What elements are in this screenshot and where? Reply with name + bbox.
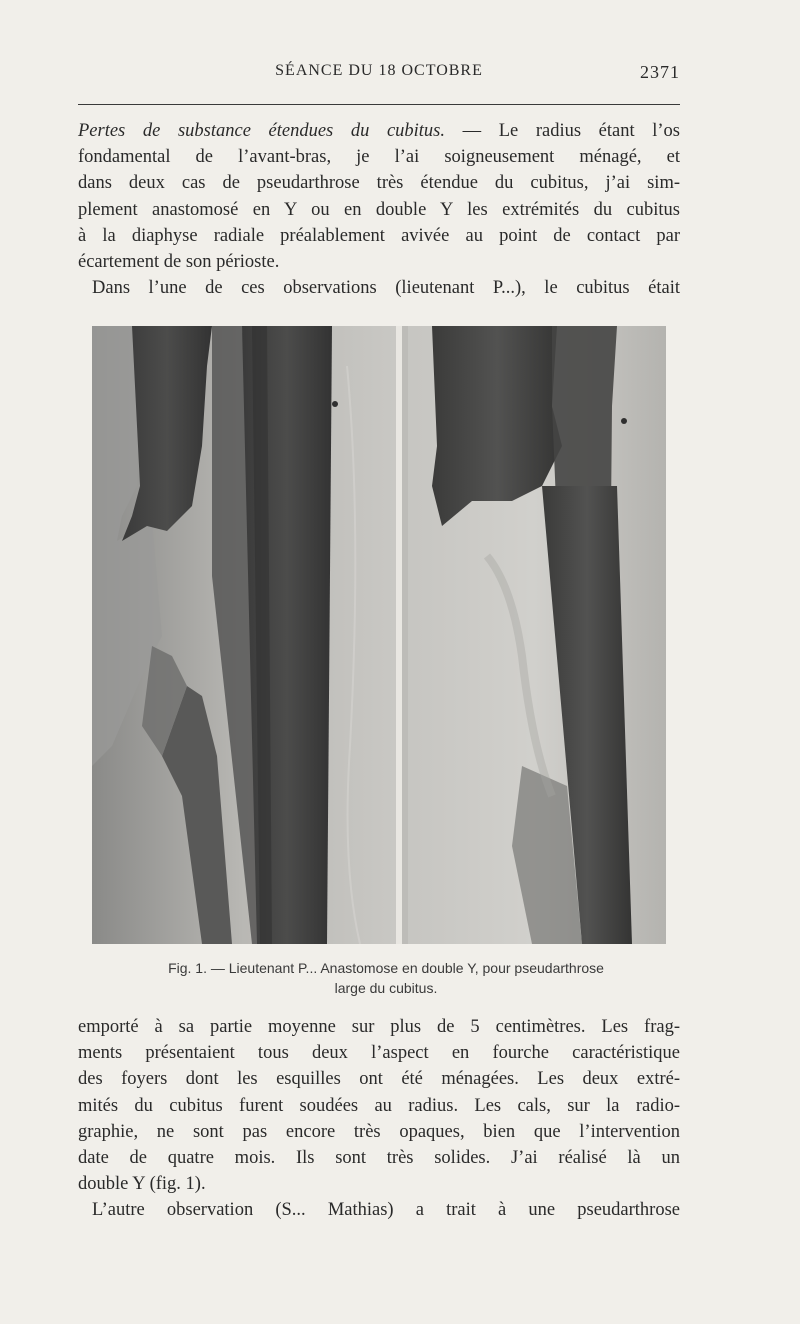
caption-line: Fig. 1. — Lieutenant P... Anastomose en double Y, pour pseudarthrose (168, 960, 604, 976)
text-line: Dans l’une de ces observations (lieutenant P...), le cubitus était (92, 278, 680, 299)
text-line: mités du cubitus furent soudées au radius. Les cals, sur la radio- (78, 1095, 680, 1116)
text-line: plement anastomosé en Y ou en double Y les extrémités du cubitus (78, 199, 680, 220)
text-line: ments présentaient tous deux l’aspect en fourche caractéristique (78, 1043, 680, 1064)
radiograph-left (92, 326, 396, 944)
header-rule (78, 104, 680, 105)
figure-caption (92, 958, 680, 998)
text-line: double Y (fig. 1). (78, 1174, 206, 1195)
text-line: Pertes de substance étendues du cubitus. — Le radius étant l’os (78, 121, 680, 141)
text-line: écartement de son périoste. (78, 252, 280, 273)
section-heading: Pertes de substance étendues du cubitus. (78, 121, 446, 141)
caption-line: large du cubitus. (334, 980, 438, 996)
text-line: graphie, ne sont pas encore très opaques, bien que l’intervention (78, 1121, 680, 1142)
text-line: des foyers dont les esquilles ont été ménagées. Les deux extré- (78, 1069, 680, 1090)
running-header (78, 62, 680, 92)
running-title: SÉANCE DU 18 OCTOBRE (275, 62, 483, 79)
radiograph-right (402, 326, 666, 944)
paragraph-2 (78, 1014, 680, 1224)
text-line: à la diaphyse radiale préalablement avivée au point de contact par (78, 225, 680, 246)
text-line: L’autre observation (S... Mathias) a trait à une pseudarthrose (92, 1200, 680, 1221)
text-line: date de quatre mois. Ils sont très solides. J’ai réalisé là un (78, 1148, 680, 1169)
text-line: fondamental de l’avant-bras, je l’ai soigneusement ménagé, et (78, 147, 680, 168)
text-line: emporté à sa partie moyenne sur plus de 5 centimètres. Les frag- (78, 1017, 680, 1037)
radiograph-figure (92, 326, 666, 944)
text-line: dans deux cas de pseudarthrose très étendue du cubitus, j’ai sim- (78, 173, 680, 194)
paragraph-1 (78, 118, 680, 301)
page-number: 2371 (640, 62, 680, 82)
